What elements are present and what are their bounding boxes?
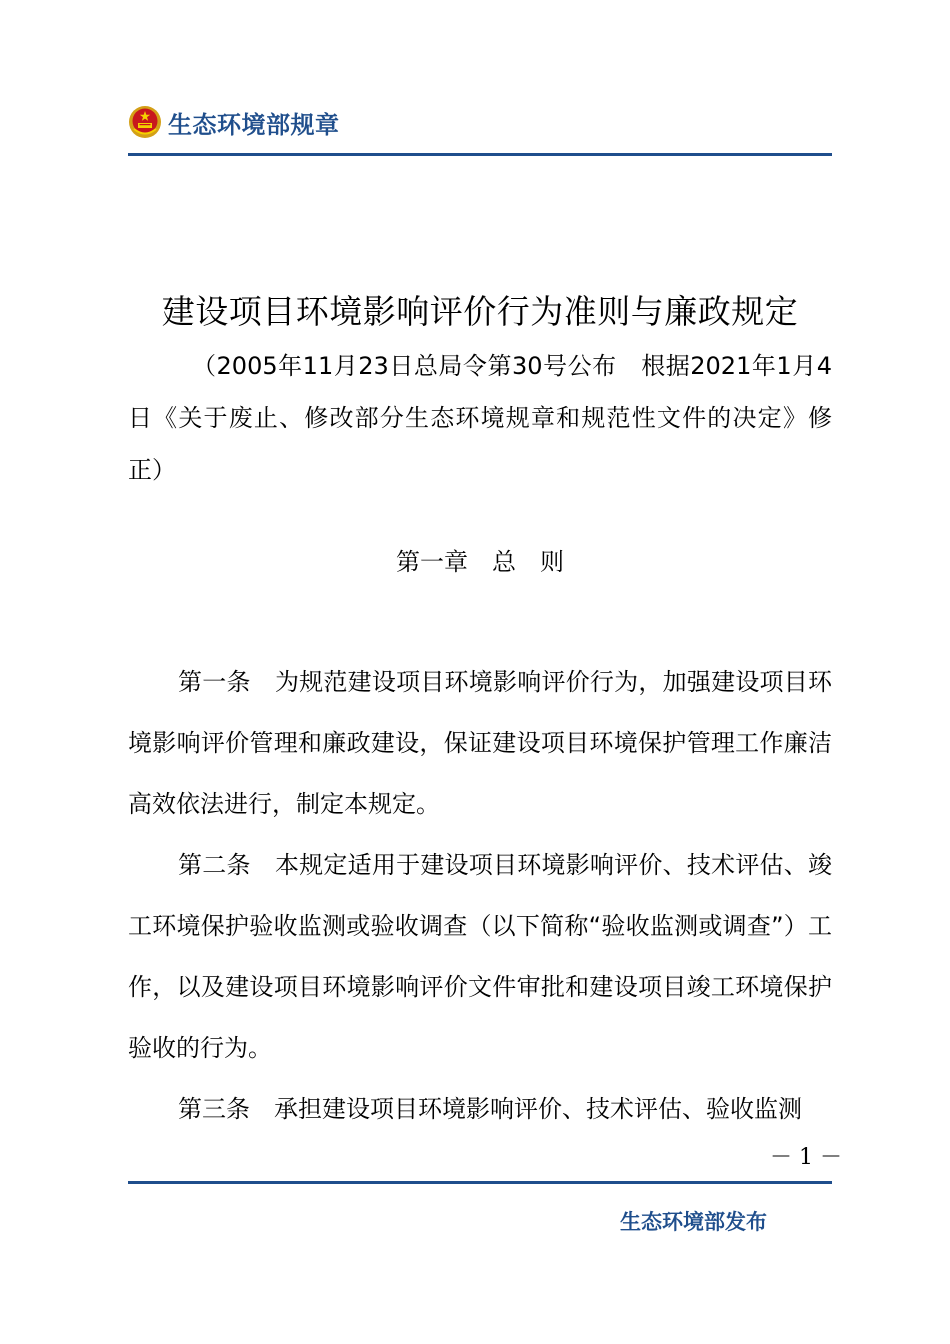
chapter-heading: 第一章 总 则: [396, 548, 564, 576]
article-text: 承担建设项目环境影响评价、技术评估、验收监测: [274, 1095, 802, 1123]
header-divider: [128, 153, 832, 156]
page-number: － 1 －: [770, 1145, 842, 1170]
national-emblem-icon: [128, 105, 162, 139]
document-body: [128, 652, 832, 1140]
article-label: 第二条: [178, 851, 251, 879]
article-text: 本规定适用于建设项目环境影响评价、技术评估、竣工环境保护验收监测或验收调查（以下简称“验收监测或调查”）工作，以及建设项目环境影响评价文件审批和建设项目竣工环境保护验收的行为。: [128, 851, 833, 1062]
article-paragraph: [128, 835, 832, 1079]
article-text: 为规范建设项目环境影响评价行为，加强建设项目环境影响评价管理和廉政建设，保证建设项目环境保护管理工作廉洁高效依法进行，制定本规定。: [128, 668, 833, 818]
article-label: 第一条: [178, 668, 251, 696]
footer-publisher: 生态环境部发布: [620, 1210, 767, 1234]
article-paragraph: [128, 1079, 832, 1140]
page-header: [128, 100, 340, 144]
article-paragraph: [128, 652, 832, 835]
document-subtitle: （2005年11月23日总局令第30号公布 根据2021年1月4日《关于废止、修改部分生态环境规章和规范性文件的决定》修正）: [128, 352, 832, 484]
article-label: 第三条: [178, 1095, 250, 1123]
header-title: 生态环境部规章: [168, 110, 340, 139]
footer-divider: [128, 1181, 832, 1184]
document-title: 建设项目环境影响评价行为准则与廉政规定: [161, 292, 799, 331]
